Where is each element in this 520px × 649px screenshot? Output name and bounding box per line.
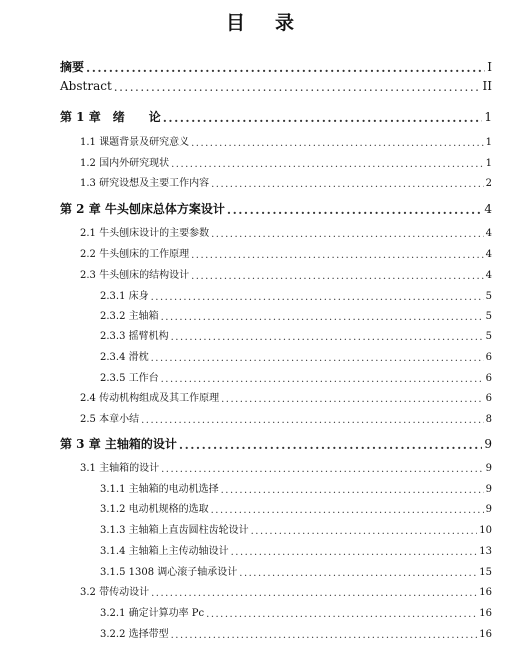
toc-entry-label: 1.2 国内外研究现状 (80, 158, 170, 169)
toc-entry-page-number: I (487, 60, 492, 74)
toc-entry-page-number: 16 (479, 608, 492, 619)
toc-entry-page-number: 4 (485, 270, 492, 281)
toc-entry-page-number: 1 (485, 158, 492, 169)
dot-leader (211, 179, 484, 189)
toc-entry-label: 3.2 带传动设计 (80, 587, 150, 598)
toc-section-entry[interactable] (80, 389, 492, 404)
toc-entry-page-number: 9 (485, 484, 492, 495)
dot-leader (151, 353, 484, 363)
toc-entry-page-number: 16 (479, 587, 492, 598)
toc-entry-label: 2.3.5 工作台 (100, 373, 159, 384)
dot-leader (114, 80, 481, 92)
toc-entry-page-number: 1 (485, 137, 492, 148)
toc-subsection-entry[interactable] (100, 287, 492, 302)
toc-subsection-entry[interactable] (100, 563, 492, 578)
title-char-1: 目 (225, 12, 245, 34)
toc-chapter-entry[interactable] (60, 79, 492, 93)
toc-section-entry[interactable] (80, 583, 492, 598)
toc-entry-page-number: 4 (485, 228, 492, 239)
toc-entry-label: 3.2.2 选择带型 (100, 629, 169, 640)
dot-leader (227, 203, 482, 215)
toc-entry-page-number: 16 (479, 629, 492, 640)
dot-leader (151, 292, 484, 302)
dot-leader (206, 609, 477, 619)
toc-section-entry[interactable] (80, 224, 492, 239)
toc-section-entry[interactable] (80, 245, 492, 260)
dot-leader (151, 588, 477, 598)
toc-entry-label: 3.1.2 电动机规格的选取 (100, 504, 209, 515)
toc-entry-label: 第 2 章 牛头刨床总体方案设计 (60, 202, 225, 216)
toc-entry-label: 第 3 章 主轴箱的设计 (60, 437, 177, 451)
dot-leader (251, 526, 478, 536)
toc-chapter-entry[interactable] (60, 108, 492, 125)
toc-entry-page-number: 4 (484, 202, 492, 216)
dot-leader (161, 312, 484, 322)
dot-leader (211, 229, 484, 239)
dot-leader (179, 438, 482, 450)
dot-leader (171, 159, 484, 169)
toc-subsection-entry[interactable] (100, 500, 492, 515)
toc-entry-label: 第 1 章 绪 论 (60, 110, 161, 124)
toc-entry-page-number: 5 (485, 331, 492, 342)
toc-entry-page-number: 8 (485, 414, 492, 425)
toc-entry-label: 3.2.1 确定计算功率 Pc (100, 608, 205, 619)
toc-entry-page-number: 9 (485, 504, 492, 515)
toc-section-entry[interactable] (80, 154, 492, 169)
toc-chapter-entry[interactable] (60, 200, 492, 217)
toc-entry-page-number: 5 (485, 311, 492, 322)
toc-entry-label: 3.1.4 主轴箱上主传动轴设计 (100, 546, 229, 557)
dot-leader (191, 271, 484, 281)
toc-chapter-entry[interactable] (60, 435, 492, 452)
dot-leader (161, 464, 484, 474)
dot-leader (239, 568, 477, 578)
toc-entry-page-number: 15 (479, 567, 492, 578)
dot-leader (221, 394, 484, 404)
toc-subsection-entry[interactable] (100, 625, 492, 640)
title-char-2: 录 (275, 12, 295, 34)
toc-entry-label: 3.1 主轴箱的设计 (80, 463, 160, 474)
toc-entry-page-number: 2 (485, 178, 492, 189)
dot-leader (141, 415, 484, 425)
dot-leader (86, 61, 485, 73)
toc-section-entry[interactable] (80, 133, 492, 148)
toc-section-entry[interactable] (80, 410, 492, 425)
toc-subsection-entry[interactable] (100, 604, 492, 619)
toc-entry-page-number: 6 (485, 373, 492, 384)
toc-entry-label: 2.3.4 滑枕 (100, 352, 149, 363)
dot-leader (211, 505, 484, 515)
dot-leader (221, 485, 484, 495)
toc-entry-label: 2.3.1 床身 (100, 291, 149, 302)
dot-leader (171, 332, 484, 342)
toc-entry-label: 2.1 牛头刨床设计的主要参数 (80, 228, 210, 239)
toc-entry-page-number: 1 (484, 110, 492, 124)
toc-section-entry[interactable] (80, 266, 492, 281)
toc-entry-page-number: 9 (484, 437, 492, 451)
toc-entry-page-number: 5 (485, 291, 492, 302)
toc-entry-label: Abstract (60, 79, 112, 93)
toc-entry-page-number: II (482, 79, 492, 93)
dot-leader (191, 138, 484, 148)
toc-entry-page-number: 6 (485, 393, 492, 404)
page-title (0, 8, 520, 35)
dot-leader (191, 250, 484, 260)
toc-entry-page-number: 4 (485, 249, 492, 260)
toc-subsection-entry[interactable] (100, 480, 492, 495)
toc-subsection-entry[interactable] (100, 369, 492, 384)
toc-entry-label: 2.3.2 主轴箱 (100, 311, 159, 322)
toc-section-entry[interactable] (80, 459, 492, 474)
toc-entry-page-number: 6 (485, 352, 492, 363)
toc-entry-label: 3.1.1 主轴箱的电动机选择 (100, 484, 219, 495)
toc-entry-label: 3.1.5 1308 调心滚子轴承设计 (100, 567, 238, 578)
toc-entry-label: 2.5 本章小结 (80, 414, 140, 425)
toc-entry-label: 2.2 牛头刨床的工作原理 (80, 249, 190, 260)
toc-entry-page-number: 9 (485, 463, 492, 474)
dot-leader (231, 547, 478, 557)
toc-entry-label: 摘要 (60, 60, 85, 74)
toc-entry-label: 1.1 课题背景及研究意义 (80, 137, 190, 148)
toc-entry-label: 2.3 牛头刨床的结构设计 (80, 270, 190, 281)
toc-entry-page-number: 13 (479, 546, 492, 557)
toc-chapter-entry[interactable] (60, 58, 492, 75)
dot-leader (171, 630, 478, 640)
dot-leader (163, 111, 483, 123)
toc-subsection-entry[interactable] (100, 327, 492, 342)
dot-leader (161, 374, 484, 384)
toc-entry-label: 3.1.3 主轴箱上直齿圆柱齿轮设计 (100, 525, 249, 536)
toc-subsection-entry[interactable] (100, 542, 492, 557)
toc-entry-label: 2.4 传动机构组成及其工作原理 (80, 393, 220, 404)
toc-entry-label: 1.3 研究设想及主要工作内容 (80, 178, 210, 189)
toc-subsection-entry[interactable] (100, 307, 492, 322)
toc-section-entry[interactable] (80, 174, 492, 189)
toc-entry-page-number: 10 (479, 525, 492, 536)
toc-subsection-entry[interactable] (100, 521, 492, 536)
toc-subsection-entry[interactable] (100, 348, 492, 363)
toc-entry-label: 2.3.3 摇臂机构 (100, 331, 169, 342)
